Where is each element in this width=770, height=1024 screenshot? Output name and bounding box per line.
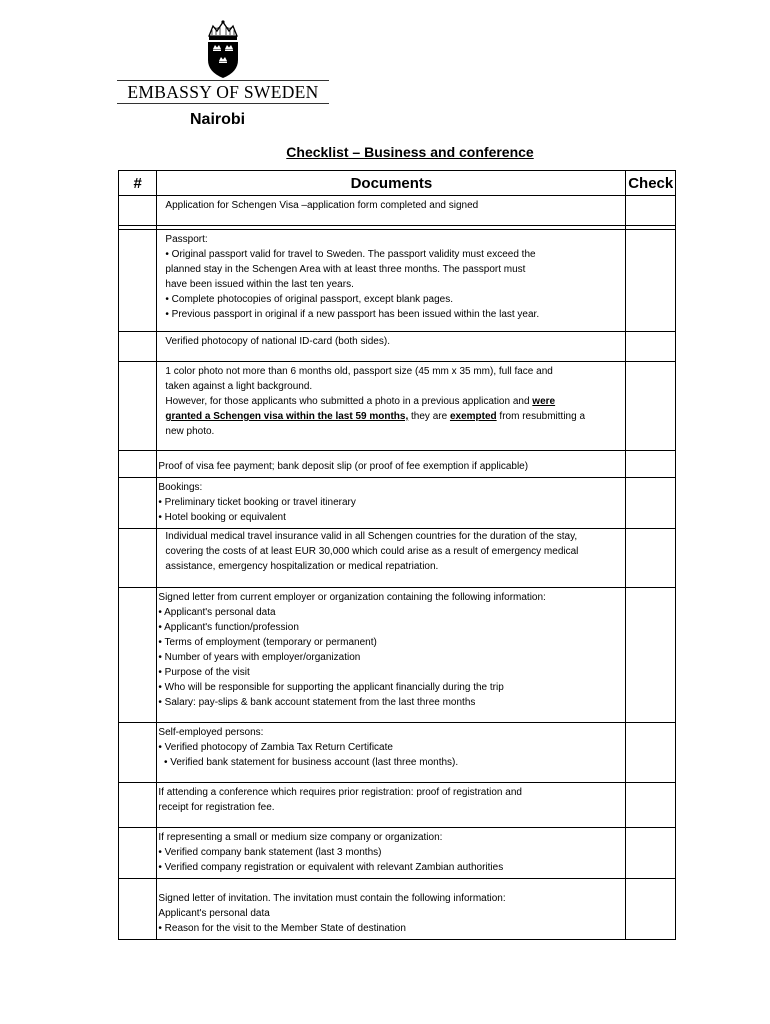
row-number-cell (119, 478, 157, 529)
city-name: Nairobi (190, 111, 246, 128)
table-row (119, 529, 676, 588)
row-number-cell (119, 196, 157, 226)
document-line: Verified photocopy of national ID-card (both sides). (165, 336, 390, 347)
row-number-cell (119, 588, 157, 723)
row-number-cell (119, 332, 157, 362)
document-line: If attending a conference which requires prior registration: proof of registration and (158, 787, 522, 798)
table-row (119, 588, 676, 723)
check-cell[interactable] (626, 332, 676, 362)
column-header-documents: Documents (157, 171, 626, 196)
document-line: • Previous passport in original if a new passport has been issued within the last year. (165, 309, 540, 320)
document-line: Self-employed persons: (158, 727, 264, 738)
document-line: new photo. (165, 426, 215, 437)
document-line: • Applicant's function/profession (158, 622, 299, 633)
document-cell (157, 451, 626, 478)
page-title: Checklist – Business and conference (286, 144, 534, 160)
document-cell (157, 723, 626, 783)
table-row (119, 230, 676, 332)
document-cell (157, 588, 626, 723)
table-row (119, 478, 676, 529)
table-row (119, 332, 676, 362)
check-cell[interactable] (626, 723, 676, 783)
document-line: assistance, emergency hospitalization or medical repatriation. (165, 561, 439, 572)
check-cell[interactable] (626, 362, 676, 451)
document-cell (157, 783, 626, 828)
document-line: planned stay in the Schengen Area with at least three months. The passport must (165, 264, 526, 275)
document-cell (157, 362, 626, 451)
document-line: covering the costs of at least EUR 30,000 which could arise as a result of emergency medical (165, 546, 579, 557)
check-cell[interactable] (626, 478, 676, 529)
row-number-cell (119, 879, 157, 940)
document-cell (157, 828, 626, 879)
table-header-row (119, 171, 676, 196)
embassy-name: EMBASSY OF SWEDEN (127, 82, 319, 102)
document-line: • Hotel booking or equivalent (158, 512, 286, 523)
document-line: have been issued within the last ten years. (165, 279, 354, 290)
row-number-cell (119, 723, 157, 783)
check-cell[interactable] (626, 588, 676, 723)
document-emphasis: granted a Schengen visa within the last 59 months, (165, 411, 409, 422)
document-cell (157, 332, 626, 362)
embassy-logo (117, 20, 329, 104)
document-text: they are (408, 411, 450, 422)
document-line: • Verified photocopy of Zambia Tax Return Certificate (158, 742, 393, 753)
table-row (119, 879, 676, 940)
document-line: Application for Schengen Visa –application form completed and signed (165, 200, 479, 211)
document-line: Applicant's personal data (158, 908, 270, 919)
document-cell (157, 879, 626, 940)
document-line: • Verified bank statement for business account (last three months). (158, 757, 459, 768)
document-cell (157, 529, 626, 588)
check-cell[interactable] (626, 529, 676, 588)
document-cell (157, 478, 626, 529)
document-line: • Salary: pay-slips & bank account statement from the last three months (158, 697, 476, 708)
check-cell[interactable] (626, 879, 676, 940)
check-cell[interactable] (626, 828, 676, 879)
document-line: • Reason for the visit to the Member State of destination (158, 923, 406, 934)
row-number-cell (119, 362, 157, 451)
check-cell[interactable] (626, 783, 676, 828)
document-emphasis: were (532, 396, 556, 407)
document-cell (157, 230, 626, 332)
document-line: receipt for registration fee. (158, 802, 275, 813)
document-line (165, 409, 619, 424)
row-number-cell (119, 230, 157, 332)
document-line: Passport: (165, 234, 208, 245)
document-line: • Number of years with employer/organization (158, 652, 361, 663)
table-row (119, 723, 676, 783)
swedish-crest-icon (204, 20, 242, 86)
check-cell[interactable] (626, 230, 676, 332)
row-number-cell (119, 783, 157, 828)
document-emphasis: exempted (449, 411, 497, 422)
table-row (119, 362, 676, 451)
document-line: Signed letter from current employer or organization containing the following information: (158, 592, 546, 603)
document-line: Bookings: (158, 482, 203, 493)
document-line: • Original passport valid for travel to Sweden. The passport validity must exceed the (165, 249, 536, 260)
document-line: If representing a small or medium size company or organization: (158, 832, 443, 843)
logo-bottom-rule (117, 103, 329, 104)
document-line: • Complete photocopies of original passport, except blank pages. (165, 294, 453, 305)
document-line: taken against a light background. (165, 381, 313, 392)
row-number-cell (119, 451, 157, 478)
table-row (119, 451, 676, 478)
document-cell (157, 196, 626, 226)
row-number-cell (119, 529, 157, 588)
column-header-number: # (119, 171, 157, 196)
document-line (165, 394, 619, 409)
document-text: from resubmitting a (496, 411, 586, 422)
document-line: • Who will be responsible for supporting the applicant financially during the trip (158, 682, 504, 693)
logo-top-rule (117, 80, 329, 81)
document-text: However, for those applicants who submitted a photo in a previous application and (165, 396, 533, 407)
check-cell[interactable] (626, 196, 676, 226)
document-line: Individual medical travel insurance valid in all Schengen countries for the duration of the stay, (165, 531, 578, 542)
document-line: • Applicant's personal data (158, 607, 276, 618)
row-number-cell (119, 828, 157, 879)
document-line: • Verified company registration or equivalent with relevant Zambian authorities (158, 862, 504, 873)
document-line: 1 color photo not more than 6 months old, passport size (45 mm x 35 mm), full face and (165, 366, 553, 377)
table-row (119, 828, 676, 879)
table-row (119, 783, 676, 828)
document-line: • Preliminary ticket booking or travel itinerary (158, 497, 356, 508)
document-line: • Verified company bank statement (last 3 months) (158, 847, 382, 858)
check-cell[interactable] (626, 451, 676, 478)
column-header-check: Check (626, 171, 676, 196)
document-line: • Terms of employment (temporary or permanent) (158, 637, 377, 648)
checklist-table (118, 170, 676, 940)
document-line: Proof of visa fee payment; bank deposit slip (or proof of fee exemption if applicable) (158, 461, 529, 472)
document-line: Signed letter of invitation. The invitation must contain the following information: (158, 893, 506, 904)
table-row (119, 196, 676, 226)
document-line: • Purpose of the visit (158, 667, 250, 678)
